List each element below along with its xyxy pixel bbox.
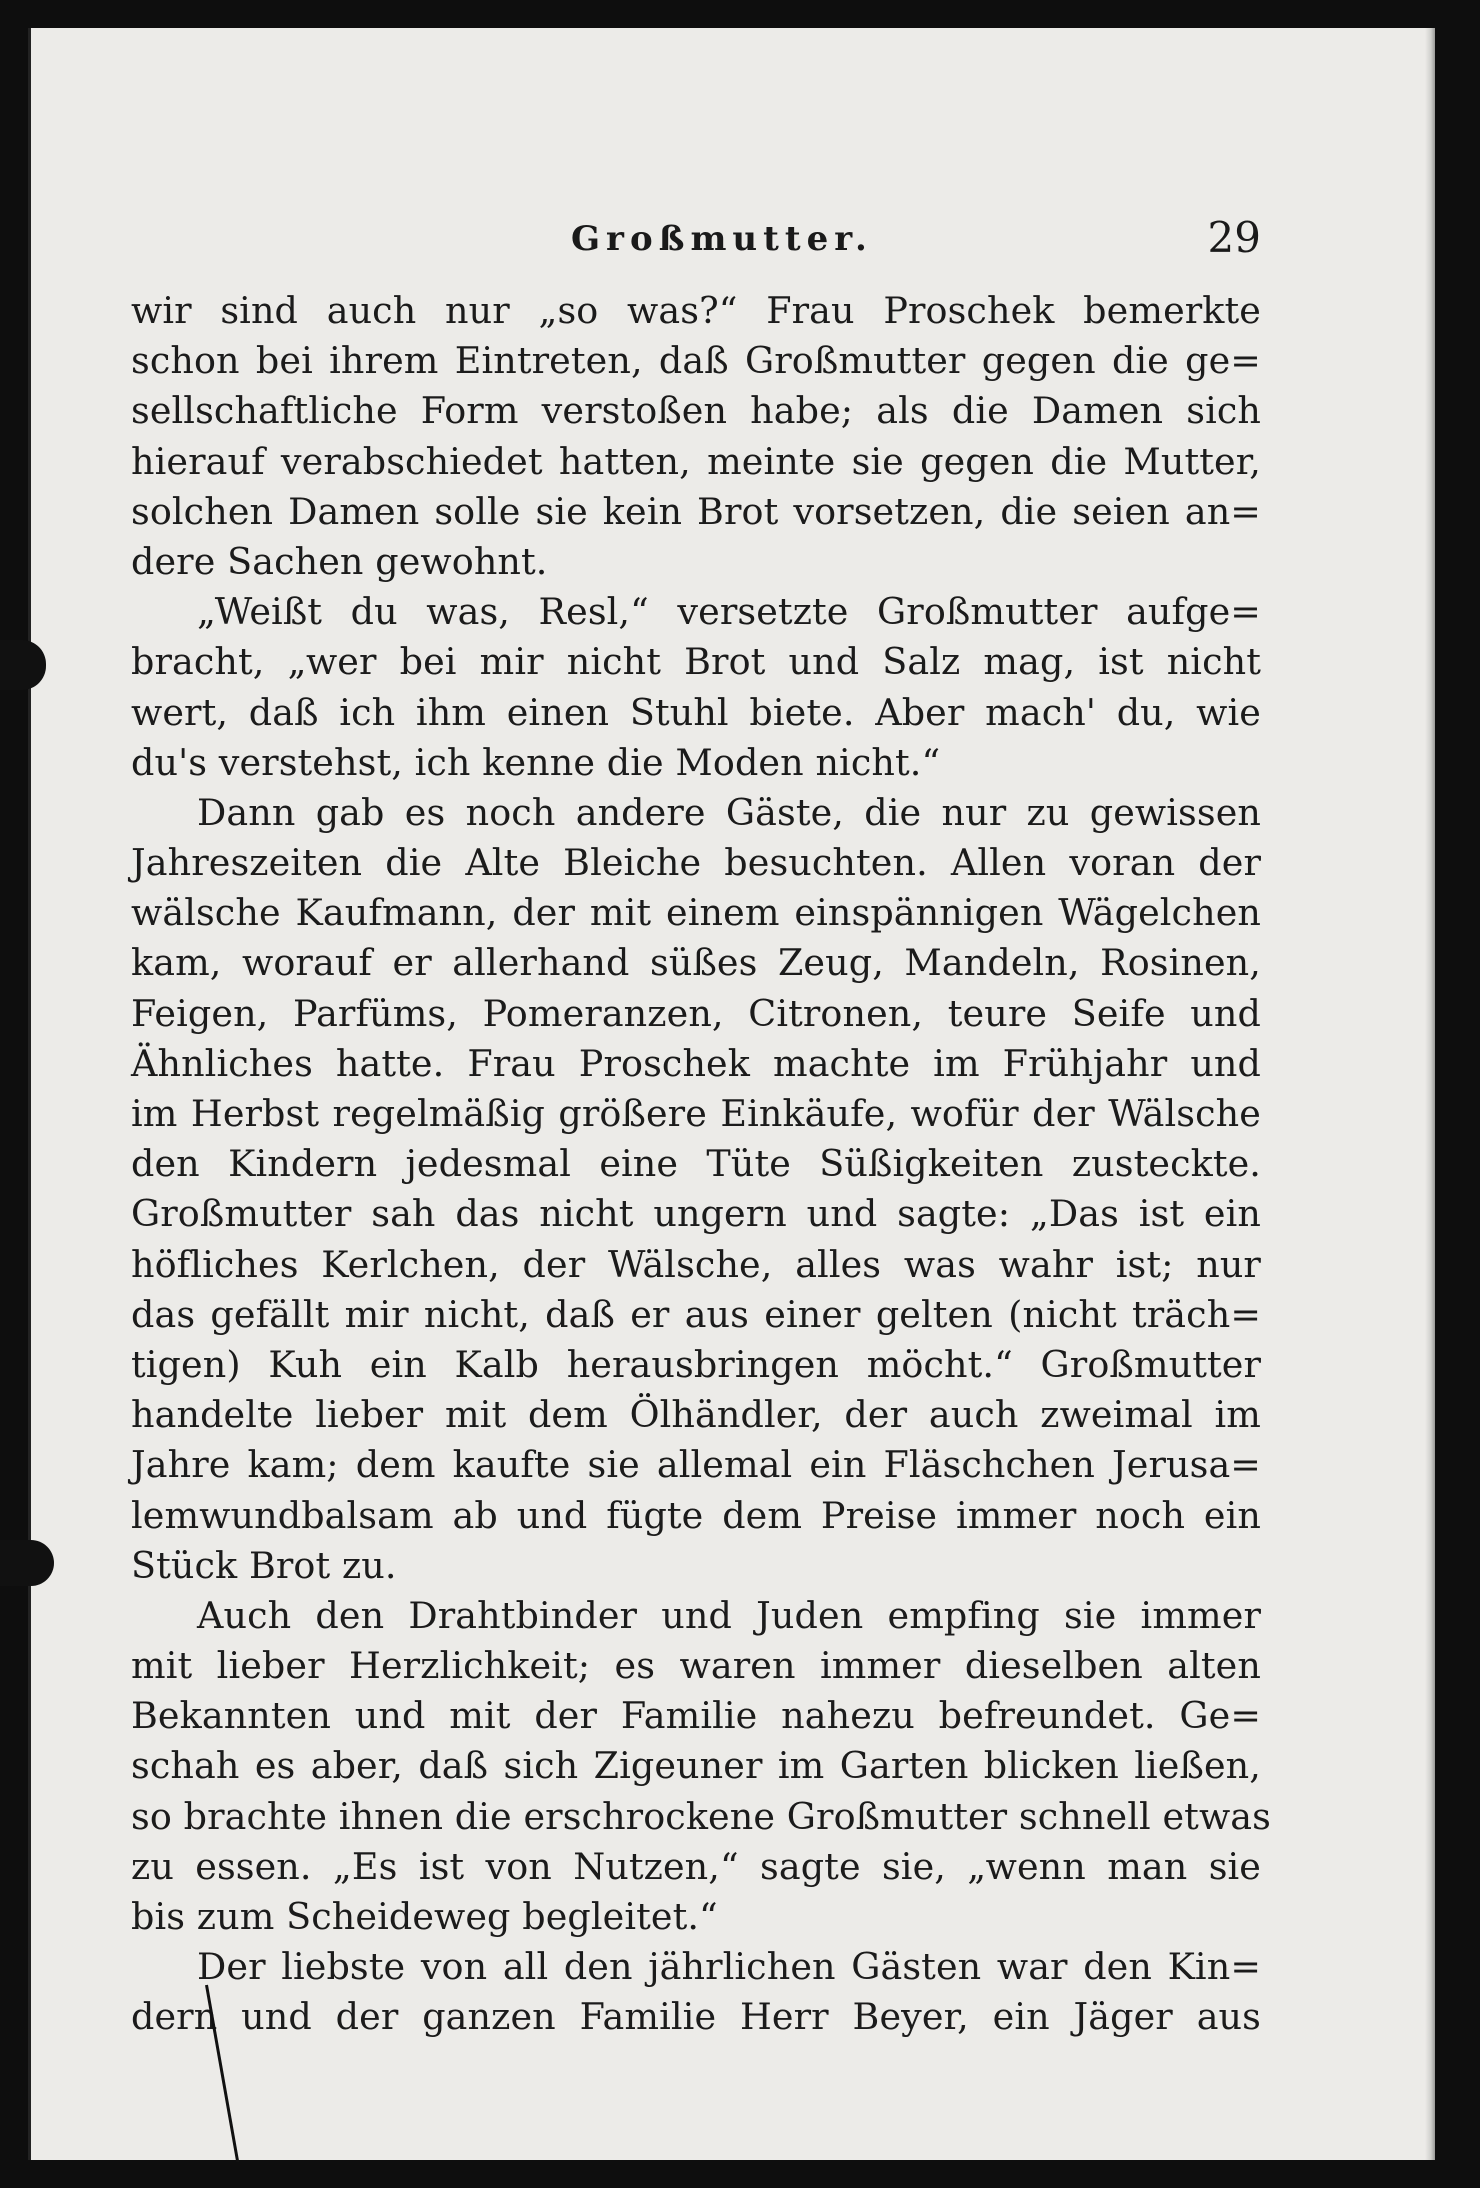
text-line: mit lieber Herzlichkeit; es waren immer dieselben alten [131, 1644, 1261, 1688]
text-line: solchen Damen solle sie kein Brot vorsetzen, die seien an= [131, 489, 1261, 533]
text-line: lemwundbalsam ab und fügte dem Preise immer noch ein [131, 1493, 1261, 1537]
text-line: kam, worauf er allerhand süßes Zeug, Mandeln, Rosinen, [131, 941, 1261, 985]
text-line: zu essen. „Es ist von Nutzen,“ sagte sie, „wenn man sie [131, 1844, 1261, 1888]
text-line: Ähnliches hatte. Frau Proschek machte im Frühjahr und [131, 1041, 1261, 1085]
text-line: Bekannten und mit der Familie nahezu befreundet. Ge= [131, 1694, 1261, 1738]
text-line: „Weißt du was, Resl,“ versetzte Großmutter aufge= [197, 590, 1261, 634]
text-line: Auch den Drahtbinder und Juden empfing sie immer [197, 1593, 1261, 1637]
text-line: du's verstehst, ich kenne die Moden nicht.“ [131, 740, 941, 784]
text-line: sellschaftliche Form verstoßen habe; als die Damen sich [131, 389, 1261, 433]
text-line: den Kindern jedesmal eine Tüte Süßigkeiten zusteckte. [131, 1142, 1261, 1186]
book-page [28, 28, 1435, 2160]
page-number: 29 [1207, 213, 1261, 262]
binding-mark [0, 1540, 54, 1586]
text-line: schah es aber, daß sich Zigeuner im Garten blicken ließen, [131, 1744, 1261, 1788]
text-line: Jahre kam; dem kaufte sie allemal ein Fläschchen Jerusa= [131, 1443, 1261, 1487]
page-header [131, 213, 1261, 263]
text-line: dern und der ganzen Familie Herr Beyer, ein Jäger aus [131, 1995, 1261, 2039]
text-line: das gefällt mir nicht, daß er aus einer gelten (nicht träch= [131, 1292, 1261, 1336]
page-edge [1425, 28, 1435, 2160]
binding-mark [0, 640, 46, 690]
text-line: Der liebste von all den jährlichen Gästen war den Kin= [197, 1945, 1261, 1989]
text-line: im Herbst regelmäßig größere Einkäufe, wofür der Wälsche [131, 1092, 1261, 1135]
text-line: handelte lieber mit dem Ölhändler, der auch zweimal im [131, 1393, 1261, 1437]
text-line: wert, daß ich ihm einen Stuhl biete. Aber mach' du, wie [131, 690, 1261, 734]
text-line: höfliches Kerlchen, der Wälsche, alles was wahr ist; nur [131, 1242, 1261, 1286]
text-line: tigen) Kuh ein Kalb herausbringen möcht.“ Großmutter [131, 1342, 1261, 1386]
text-line: Großmutter sah das nicht ungern und sagte: „Das ist ein [131, 1192, 1261, 1236]
text-line: bis zum Scheideweg begleitet.“ [131, 1895, 718, 1938]
text-line: so brachte ihnen die erschrockene Großmutter schnell etwas [131, 1794, 1271, 1838]
text-line: Jahreszeiten die Alte Bleiche besuchten. Allen voran der [131, 841, 1261, 885]
text-line: schon bei ihrem Eintreten, daß Großmutter gegen die ge= [131, 339, 1261, 383]
running-title: Großmutter. [571, 219, 873, 259]
text-line: bracht, „wer bei mir nicht Brot und Salz mag, ist nicht [131, 640, 1261, 684]
body-text [131, 286, 1271, 2043]
text-line: hierauf verabschiedet hatten, meinte sie gegen die Mutter, [131, 439, 1261, 483]
text-line: Stück Brot zu. [131, 1543, 397, 1587]
text-line: Feigen, Parfüms, Pomeranzen, Citronen, teure Seife und [131, 991, 1261, 1035]
text-line: Dann gab es noch andere Gäste, die nur zu gewissen [197, 790, 1261, 834]
text-line: wälsche Kaufmann, der mit einem einspännigen Wägelchen [131, 891, 1261, 935]
text-line: wir sind auch nur „so was?“ Frau Proschek bemerkte [131, 289, 1261, 332]
text-line: dere Sachen gewohnt. [131, 539, 548, 583]
